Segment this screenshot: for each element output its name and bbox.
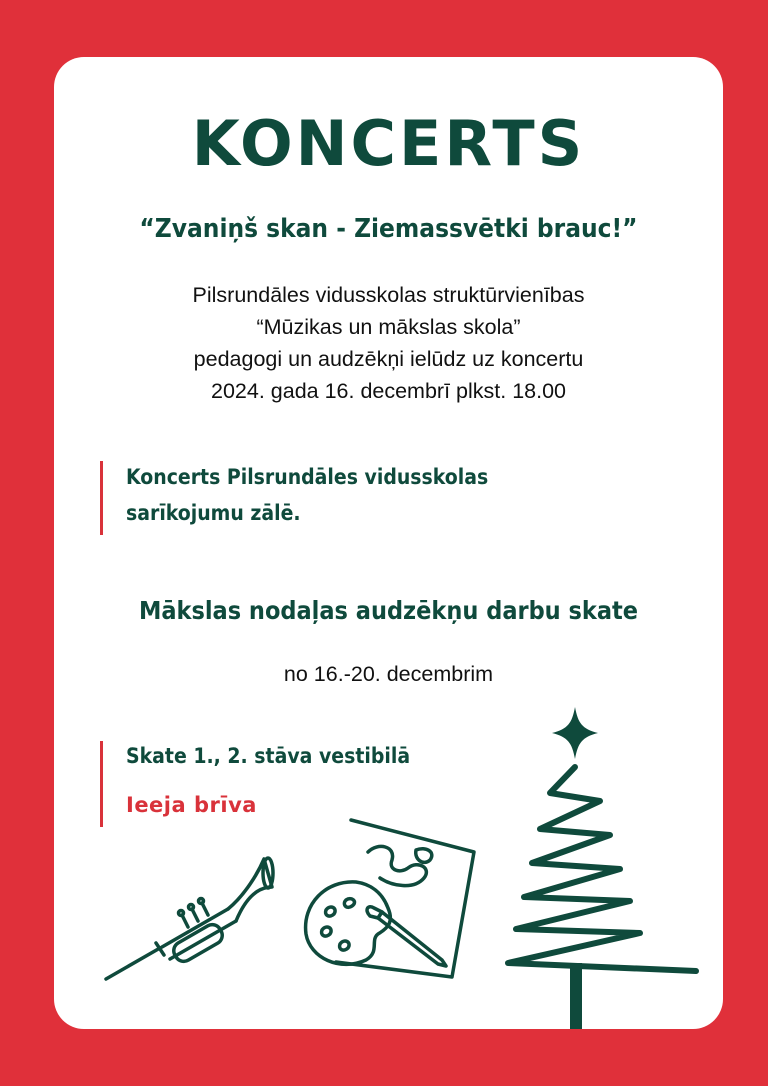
venue-line: Koncerts Pilsrundāles vidusskolas xyxy=(126,465,489,489)
venue-text xyxy=(126,459,488,531)
intro-line: “Mūzikas un mākslas skola” xyxy=(256,315,521,339)
exhibition-accent-bar xyxy=(100,741,103,827)
intro-text xyxy=(54,279,723,407)
exhibition-title: Mākslas nodaļas audzēkņu darbu skate xyxy=(138,596,639,625)
exhibition-location: Skate 1., 2. stāva vestibilā xyxy=(126,744,411,768)
trumpet-icon xyxy=(100,847,280,987)
poster-subtitle: “Zvaniņš skan - Ziemassvētki brauc!” xyxy=(139,214,638,244)
poster-card xyxy=(54,57,723,1029)
intro-line: pedagogi un audzēkņi ielūdz uz koncertu xyxy=(193,347,584,371)
exhibition-dates: no 16.-20. decembrim xyxy=(283,662,494,686)
venue-accent-bar xyxy=(100,461,103,535)
intro-line: Pilsrundāles vidusskolas struktūrvienības xyxy=(192,283,585,307)
admission-text: Ieeja brīva xyxy=(126,793,257,817)
christmas-tree-icon xyxy=(490,701,710,1029)
intro-line: 2024. gada 16. decembrī plkst. 18.00 xyxy=(211,379,566,403)
poster-title: KONCERTS xyxy=(191,107,586,180)
venue-line: sarīkojumu zālē. xyxy=(126,501,301,525)
palette-painting-icon xyxy=(296,812,481,982)
